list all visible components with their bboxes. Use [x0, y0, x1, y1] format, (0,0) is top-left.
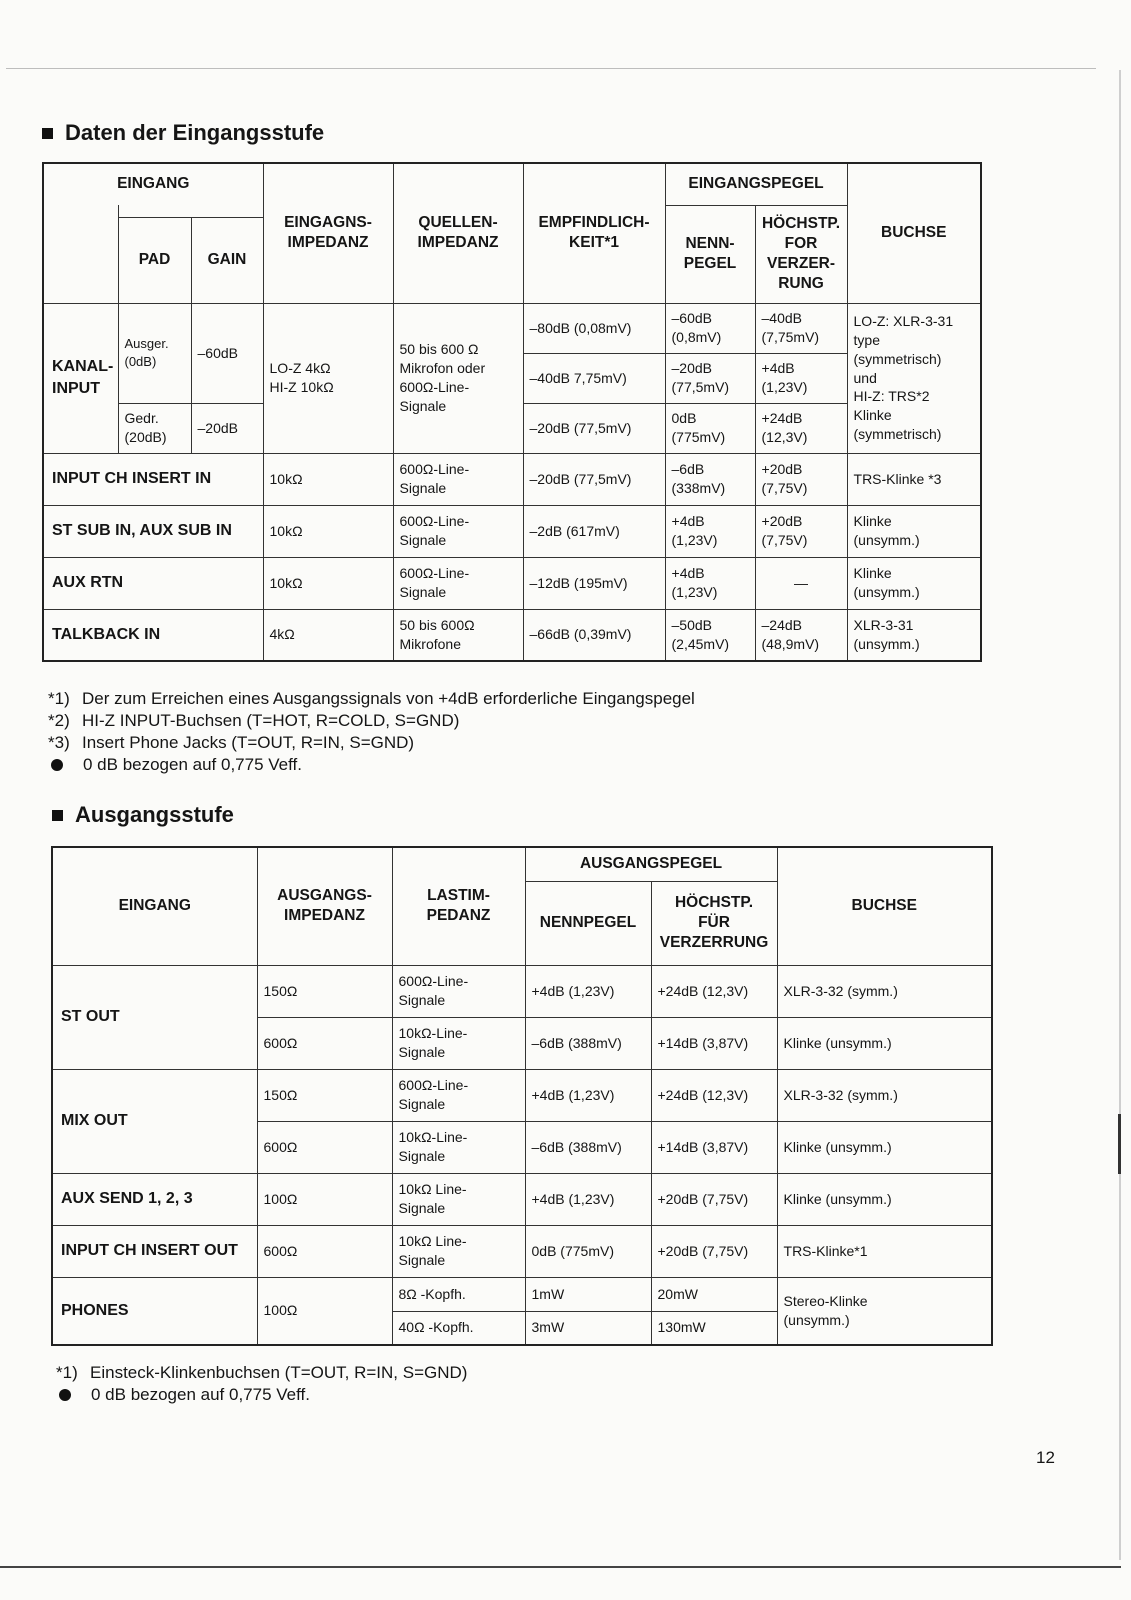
square-bullet-icon	[42, 128, 53, 139]
header-eingangspegel: EINGANGSPEGEL	[665, 163, 847, 205]
row-label-aux-send: AUX SEND 1, 2, 3	[52, 1173, 257, 1225]
cell-pad-ausgeruecked: Ausger. (0dB)	[118, 303, 191, 403]
cell-hoechst: +20dB (7,75V)	[651, 1173, 777, 1225]
cell-buchse: Klinke (unsymm.)	[777, 1121, 992, 1173]
section-title-text: Daten der Eingangsstufe	[65, 120, 325, 145]
section-title-input-stage	[42, 120, 324, 146]
output-stage-table	[51, 846, 993, 1346]
cell-last: 10kΩ-Line- Signale	[392, 1121, 525, 1173]
header-hoechstpegel: HÖCHSTP. FOR VERZER- RUNG	[755, 205, 847, 303]
table-row	[52, 1173, 992, 1225]
cell-last: 10kΩ Line- Signale	[392, 1225, 525, 1277]
cell-nenn: +4dB (1,23V)	[665, 557, 755, 609]
cell-kanal-empf-3: –20dB (77,5mV)	[523, 403, 665, 453]
header-nennpegel: NENNPEGEL	[525, 881, 651, 965]
cell-last: 600Ω-Line- Signale	[392, 965, 525, 1017]
table-row	[52, 1069, 992, 1121]
cell-quellen: 50 bis 600Ω Mikrofone	[393, 609, 523, 661]
cell-kanal-nenn-1: –60dB (0,8mV)	[665, 303, 755, 353]
cell-pad-gedrueckt: Gedr. (20dB)	[118, 403, 191, 453]
header-eingang: EINGANG	[43, 163, 263, 205]
footnote-2: *2) HI-Z INPUT-Buchsen (T=HOT, R=COLD, S=GND)	[48, 711, 460, 730]
header-lastimpedanz: LASTIM- PEDANZ	[392, 847, 525, 965]
square-bullet-icon	[52, 810, 63, 821]
cell-impedanz: 600Ω	[257, 1017, 392, 1069]
cell-impedanz: 150Ω	[257, 965, 392, 1017]
row-label-st-sub-in: ST SUB IN, AUX SUB IN	[43, 505, 263, 557]
cell-nenn: 0dB (775mV)	[525, 1225, 651, 1277]
cell-hoechst: 20mW	[651, 1277, 777, 1311]
header-eingang: EINGANG	[52, 847, 257, 965]
page-number: 12	[1036, 1448, 1055, 1467]
header-pad: PAD	[118, 217, 191, 303]
cell-quellen: 600Ω-Line- Signale	[393, 453, 523, 505]
footnotes-input-stage	[48, 688, 695, 776]
cell-impedanz: 4kΩ	[263, 609, 393, 661]
section-title-output-stage	[52, 802, 234, 828]
header-hoechstpegel: HÖCHSTP. FÜR VERZERRUNG	[651, 881, 777, 965]
scan-edge-right	[1119, 70, 1121, 1560]
cell-buchse: Klinke (unsymm.)	[847, 557, 981, 609]
cell-kanal-empf-1: –80dB (0,08mV)	[523, 303, 665, 353]
row-label-mix-out: MIX OUT	[52, 1069, 257, 1173]
cell-hoechst: +24dB (12,3V)	[651, 965, 777, 1017]
cell-hoechst: +20dB (7,75V)	[755, 453, 847, 505]
footnote-3: *3) Insert Phone Jacks (T=OUT, R=IN, S=GND)	[48, 733, 415, 752]
footnote-1: *1) Einsteck-Klinkenbuchsen (T=OUT, R=IN, S=GND)	[56, 1363, 468, 1382]
cell-impedanz: 10kΩ	[263, 505, 393, 557]
cell-nenn: +4dB (1,23V)	[525, 1173, 651, 1225]
cell-impedanz: 100Ω	[257, 1173, 392, 1225]
cell-gain-20: –20dB	[191, 403, 263, 453]
footnote-1: *1) Der zum Erreichen eines Ausgangssignals von +4dB erforderliche Eingangspegel	[48, 689, 695, 708]
table-row	[52, 965, 992, 1017]
cell-empf: –2dB (617mV)	[523, 505, 665, 557]
cell-kanal-nenn-3: 0dB (775mV)	[665, 403, 755, 453]
row-label-talkback-in: TALKBACK IN	[43, 609, 263, 661]
cell-buchse: Stereo-Klinke (unsymm.)	[777, 1277, 992, 1345]
section-title-text: Ausgangsstufe	[75, 802, 234, 827]
row-label-insert-in: INPUT CH INSERT IN	[43, 453, 263, 505]
scan-mark-right	[1118, 1114, 1121, 1174]
table-row	[43, 505, 981, 557]
cell-nenn: +4dB (1,23V)	[665, 505, 755, 557]
row-label-phones: PHONES	[52, 1277, 257, 1345]
table-row	[52, 1225, 992, 1277]
table-row	[43, 557, 981, 609]
header-ausgangsimpedanz: AUSGANGS- IMPEDANZ	[257, 847, 392, 965]
cell-last: 10kΩ Line- Signale	[392, 1173, 525, 1225]
header-nennpegel: NENN- PEGEL	[665, 205, 755, 303]
bullet-note: 0 dB bezogen auf 0,775 Veff.	[48, 754, 695, 776]
footnotes-output-stage	[56, 1362, 467, 1406]
input-stage-table	[42, 162, 982, 662]
cell-nenn: 1mW	[525, 1277, 651, 1311]
cell-hoechst: —	[755, 557, 847, 609]
cell-empf: –20dB (77,5mV)	[523, 453, 665, 505]
cell-nenn: –6dB (388mV)	[525, 1017, 651, 1069]
cell-hoechst: 130mW	[651, 1311, 777, 1345]
cell-buchse: XLR-3-31 (unsymm.)	[847, 609, 981, 661]
cell-nenn: +4dB (1,23V)	[525, 1069, 651, 1121]
header-buchse: BUCHSE	[847, 163, 981, 303]
cell-gain-60: –60dB	[191, 303, 263, 403]
cell-hoechst: +24dB (12,3V)	[651, 1069, 777, 1121]
cell-nenn: 3mW	[525, 1311, 651, 1345]
header-impedanz: EINGAGNS- IMPEDANZ	[263, 163, 393, 303]
row-label-st-out: ST OUT	[52, 965, 257, 1069]
scan-edge-bottom	[0, 1566, 1121, 1568]
cell-kanal-nenn-2: –20dB (77,5mV)	[665, 353, 755, 403]
cell-kanal-hoechst-3: +24dB (12,3V)	[755, 403, 847, 453]
scan-edge-top	[6, 68, 1096, 69]
cell-kanal-empf-2: –40dB 7,75mV)	[523, 353, 665, 403]
cell-last: 600Ω-Line- Signale	[392, 1069, 525, 1121]
header-subgrid-top	[118, 205, 263, 217]
round-bullet-icon	[51, 759, 63, 771]
cell-buchse: XLR-3-32 (symm.)	[777, 1069, 992, 1121]
cell-impedanz: 600Ω	[257, 1225, 392, 1277]
cell-buchse: TRS-Klinke*1	[777, 1225, 992, 1277]
cell-impedanz: 10kΩ	[263, 557, 393, 609]
bullet-note: 0 dB bezogen auf 0,775 Veff.	[56, 1384, 467, 1406]
cell-kanal-impedanz: LO-Z 4kΩ HI-Z 10kΩ	[263, 303, 393, 453]
header-gain: GAIN	[191, 217, 263, 303]
header-buchse: BUCHSE	[777, 847, 992, 965]
cell-hoechst: –24dB (48,9mV)	[755, 609, 847, 661]
cell-nenn: –6dB (338mV)	[665, 453, 755, 505]
cell-last: 40Ω -Kopfh.	[392, 1311, 525, 1345]
header-empfindlichkeit: EMPFINDLICH- KEIT*1	[523, 163, 665, 303]
cell-last: 10kΩ-Line- Signale	[392, 1017, 525, 1069]
cell-quellen: 600Ω-Line- Signale	[393, 505, 523, 557]
cell-buchse: TRS-Klinke *3	[847, 453, 981, 505]
cell-kanal-buchse	[847, 303, 981, 453]
kanal-buchse-text: LO-Z: XLR-3-31 type (symmetrisch) und HI-Z: TRS*2 Klinke (symmetrisch)	[853, 312, 954, 443]
cell-impedanz: 150Ω	[257, 1069, 392, 1121]
header-eingang-spacer	[43, 205, 118, 303]
cell-nenn: +4dB (1,23V)	[525, 965, 651, 1017]
cell-buchse: Klinke (unsymm.)	[777, 1173, 992, 1225]
table-row	[43, 609, 981, 661]
cell-hoechst: +14dB (3,87V)	[651, 1121, 777, 1173]
row-label-kanal-input: KANAL- INPUT	[43, 303, 118, 453]
cell-last: 8Ω -Kopfh.	[392, 1277, 525, 1311]
cell-hoechst: +20dB (7,75V)	[651, 1225, 777, 1277]
cell-buchse: Klinke (unsymm.)	[777, 1017, 992, 1069]
cell-impedanz: 10kΩ	[263, 453, 393, 505]
cell-kanal-hoechst-2: +4dB (1,23V)	[755, 353, 847, 403]
cell-empf: –12dB (195mV)	[523, 557, 665, 609]
cell-nenn: –6dB (388mV)	[525, 1121, 651, 1173]
cell-impedanz: 100Ω	[257, 1277, 392, 1345]
cell-impedanz: 600Ω	[257, 1121, 392, 1173]
cell-hoechst: +14dB (3,87V)	[651, 1017, 777, 1069]
cell-empf: –66dB (0,39mV)	[523, 609, 665, 661]
round-bullet-icon	[59, 1389, 71, 1401]
table-row	[52, 1277, 992, 1311]
cell-nenn: –50dB (2,45mV)	[665, 609, 755, 661]
row-label-aux-rtn: AUX RTN	[43, 557, 263, 609]
cell-buchse: Klinke (unsymm.)	[847, 505, 981, 557]
header-quellen: QUELLEN- IMPEDANZ	[393, 163, 523, 303]
cell-quellen: 600Ω-Line- Signale	[393, 557, 523, 609]
table-row	[43, 453, 981, 505]
cell-buchse: XLR-3-32 (symm.)	[777, 965, 992, 1017]
row-label-insert-out: INPUT CH INSERT OUT	[52, 1225, 257, 1277]
cell-hoechst: +20dB (7,75V)	[755, 505, 847, 557]
header-ausgangspegel: AUSGANGSPEGEL	[525, 847, 777, 881]
cell-kanal-hoechst-1: –40dB (7,75mV)	[755, 303, 847, 353]
cell-kanal-quellen: 50 bis 600 Ω Mikrofon oder 600Ω-Line- Signale	[393, 303, 523, 453]
